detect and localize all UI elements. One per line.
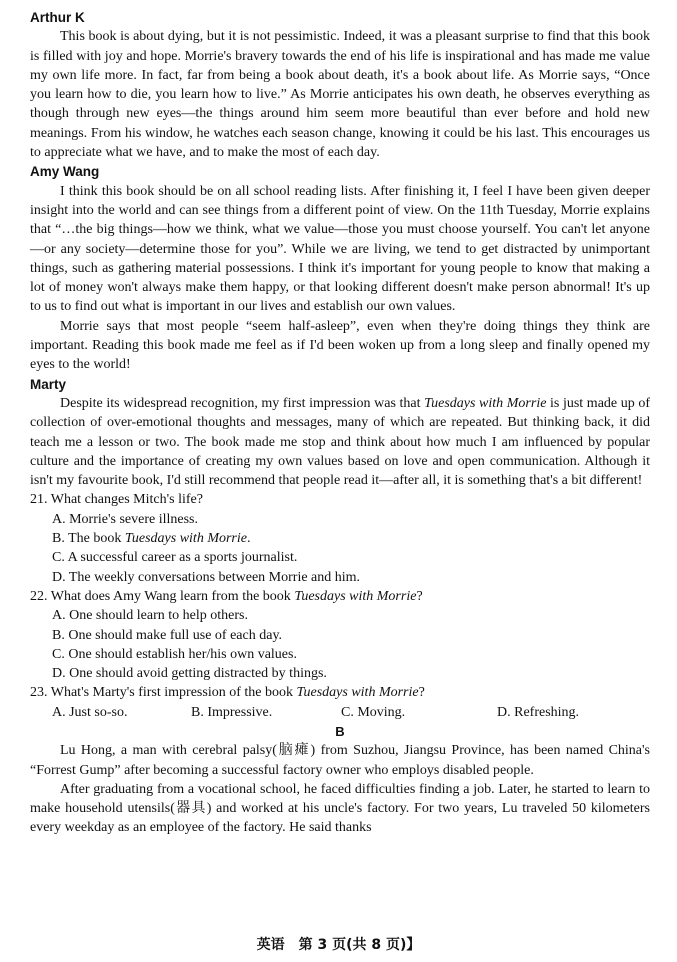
passage-paragraph: Lu Hong, a man with cerebral palsy(脑瘫) from Suzhou, Jiangsu Province, has been named China's “Forrest Gump” after becoming a successful factory owner who employs disabled people.: [30, 743, 650, 778]
option-d: D. The weekly conversations between Morrie and him.: [52, 569, 361, 585]
book-title: Tuesdays with Morrie: [124, 531, 247, 547]
question-stem: [30, 587, 650, 606]
page-footer: 英语 第 3 页(共 8 页)】: [256, 937, 421, 953]
text-run: 23. What's Marty's first impression of the book: [30, 685, 297, 701]
option-a: A. Morrie's severe illness.: [52, 511, 198, 527]
question-stem: [30, 683, 650, 702]
reviewer-name: Amy Wang: [30, 164, 100, 180]
text-run: .: [246, 531, 251, 547]
reviewer-name: Marty: [30, 376, 67, 392]
reviewer-name: Arthur K: [30, 10, 85, 25]
review-paragraph: This book is about dying, but it is not pessimistic. Indeed, it was a pleasant surprise to find that this book is filled with joy and hope. Morrie's bravery towards the end of his life is inspirational and has made me value my own life more. In fact, far from being a book about death, it's a book about life. As Morrie says, “Once you learn how to die, you learn how to live.” As Morrie anticipates his own death, he observes everything as though through new eyes—the things around him seem more beautiful than ever before and hold new meanings. From his window, he watches each season change, knowing it could be his last. This encourages us to appreciate what we have, and to make the most of each day.: [30, 29, 650, 161]
option-a: A. One should learn to help others.: [52, 608, 248, 624]
review-paragraph: I think this book should be on all school reading lists. After finishing it, I feel I have been given deeper insight into the world and can see things from a different point of view. On the 11th Tuesday, Morrie explains that “…the big things—how we think, what we value—those you must choose yourself. You can't let anyone—or any society—determine those for you”. While we are living, we tend to get distracted by unimportant things, such as gathering material possessions. I think it's important for young people to know that making a lot of money won't always make them happy, or that looking different doesn't make person abnormal! It's up to us to find out what is important in our lives and establish our own values.: [30, 183, 650, 315]
text-run: Despite its widespread recognition, my first impression was that: [60, 395, 425, 411]
option-d: D. One should avoid getting distracted by things.: [52, 666, 327, 682]
review-paragraph: Morrie says that most people “seem half-asleep”, even when they're doing things they think are important. Reading this book made me feel as if I'd been woken up from a long sleep and finally opened my eyes to the world!: [30, 318, 650, 373]
text-run: ?: [416, 588, 423, 604]
text-run: ?: [418, 685, 425, 701]
option-a: A. Just so-so.: [52, 704, 128, 720]
option-c: C. One should establish her/his own values.: [52, 646, 297, 662]
text-run: B. The book: [52, 531, 125, 547]
passage-paragraph: After graduating from a vocational school, he faced difficulties finding a job. Later, he started to learn to make household utensils(器具) and worked at his uncle's factory. For two years, Lu traveled 50 kilometers every weekday as an employee of the factory. He said thanks: [30, 781, 650, 836]
review-paragraph: [30, 394, 650, 490]
option-b: B. Impressive.: [191, 704, 273, 720]
section-label: B: [335, 723, 345, 739]
option-b: [52, 529, 650, 548]
option-c: C. Moving.: [341, 704, 406, 720]
book-title: Tuesdays with Morrie: [296, 685, 419, 701]
question-stem: 21. What changes Mitch's life?: [30, 492, 203, 508]
exam-page: [30, 8, 650, 838]
text-run: 22. What does Amy Wang learn from the book: [30, 588, 295, 604]
options-row: [52, 703, 650, 722]
book-title: Tuesdays with Morrie: [294, 588, 417, 604]
option-c: C. A successful career as a sports journalist.: [52, 550, 298, 566]
text-run: is just made up of collection of over-emotional thoughts and messages, many of which are repeated. But thinking back, it did teach me a lesson or two. The book made me stop and think about how much I am influenced by popular culture and the importance of creating my own values based on love and open communication. Although it isn't my favourite book, I'd still recommend that people read it—after all, it is something that's a bit different!: [30, 395, 650, 489]
option-b: B. One should make full use of each day.: [52, 627, 283, 643]
book-title: Tuesdays with Morrie: [424, 395, 547, 411]
option-d: D. Refreshing.: [497, 704, 580, 720]
